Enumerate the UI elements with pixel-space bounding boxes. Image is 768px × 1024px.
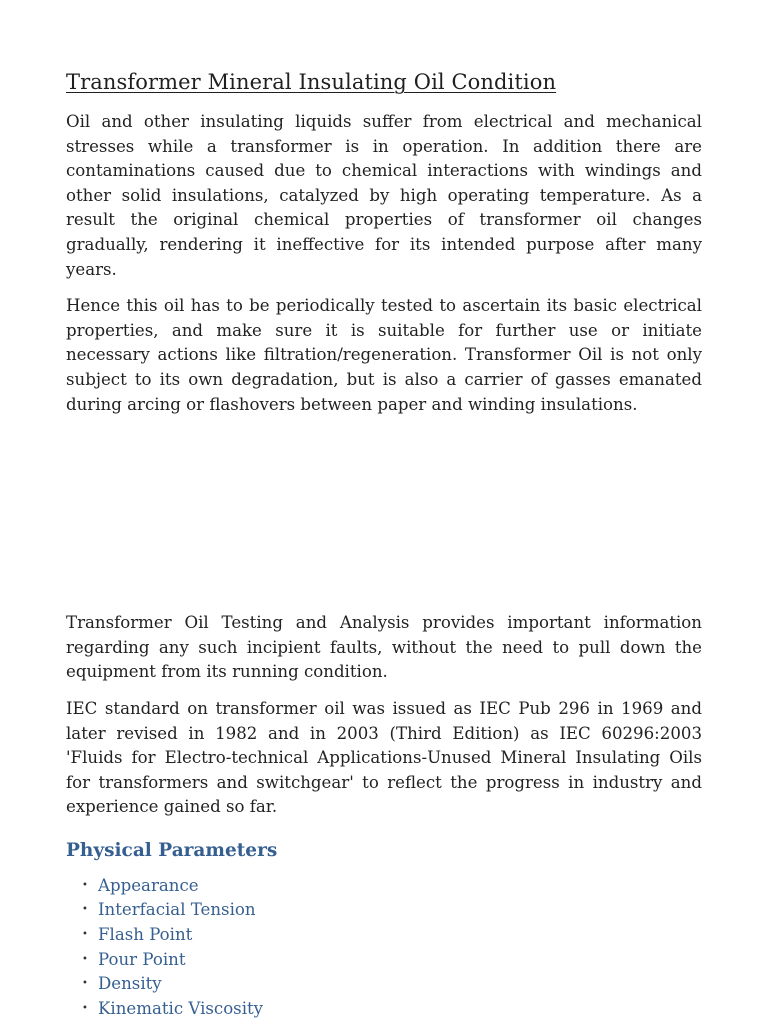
bullet-icon: • bbox=[82, 1002, 88, 1014]
list-item-label: Kinematic Viscosity bbox=[98, 998, 264, 1018]
list-item-label: Pour Point bbox=[98, 949, 186, 969]
list-item-pour-point bbox=[82, 948, 702, 973]
document-title: Transformer Mineral Insulating Oil Condition bbox=[66, 70, 557, 94]
bullet-icon: • bbox=[82, 953, 88, 965]
paragraph-oil-stresses: Oil and other insulating liquids suffer from electrical and mechanical stresses while a transformer is in operation. In addition there are contaminations caused due to chemical interactions with windings and other solid insulations, catalyzed by high operating temperature. As a result the original chemical properties of transformer oil changes gradually, rendering it ineffective for its intended purpose after many years. bbox=[66, 112, 702, 279]
paragraph-periodic-testing: Hence this oil has to be periodically tested to ascertain its basic electrical properties, and make sure it is suitable for further use or initiate necessary actions like filtration/regeneration. Transformer Oil is not only subject to its own degradation, but is also a carrier of gasses emanated during arcing or flashovers between paper and winding insulations. bbox=[66, 296, 702, 414]
list-item-interfacial-tension bbox=[82, 898, 702, 923]
list-item-label: Interfacial Tension bbox=[98, 900, 256, 920]
section-heading-physical-parameters: Physical Parameters bbox=[66, 839, 278, 861]
list-item-density bbox=[82, 972, 702, 997]
bullet-icon: • bbox=[82, 904, 88, 916]
bullet-icon: • bbox=[82, 929, 88, 941]
list-item-label: Appearance bbox=[98, 875, 199, 895]
list-item-kinematic-viscosity bbox=[82, 997, 702, 1022]
list-item-label: Density bbox=[98, 974, 162, 994]
list-item-appearance bbox=[82, 874, 702, 899]
bullet-icon: • bbox=[82, 879, 88, 891]
paragraph-testing-analysis: Transformer Oil Testing and Analysis provides important information regarding any such incipient faults, without the need to pull down the equipment from its running condition. bbox=[66, 613, 702, 682]
document-page bbox=[66, 66, 702, 1021]
bullet-icon: • bbox=[82, 978, 88, 990]
paragraph-iec-standard: IEC standard on transformer oil was issued as IEC Pub 296 in 1969 and later revised in 1982 and in 2003 (Third Edition) as IEC 60296:2003 'Fluids for Electro-technical Applications-Unused Mineral Insulating Oils for transformers and switchgear' to reflect the progress in industry and experience gained so far. bbox=[66, 698, 702, 817]
physical-parameters-list bbox=[66, 874, 702, 1022]
list-item-flash-point bbox=[82, 923, 702, 948]
list-item-label: Flash Point bbox=[98, 925, 193, 945]
blank-space bbox=[66, 429, 702, 611]
